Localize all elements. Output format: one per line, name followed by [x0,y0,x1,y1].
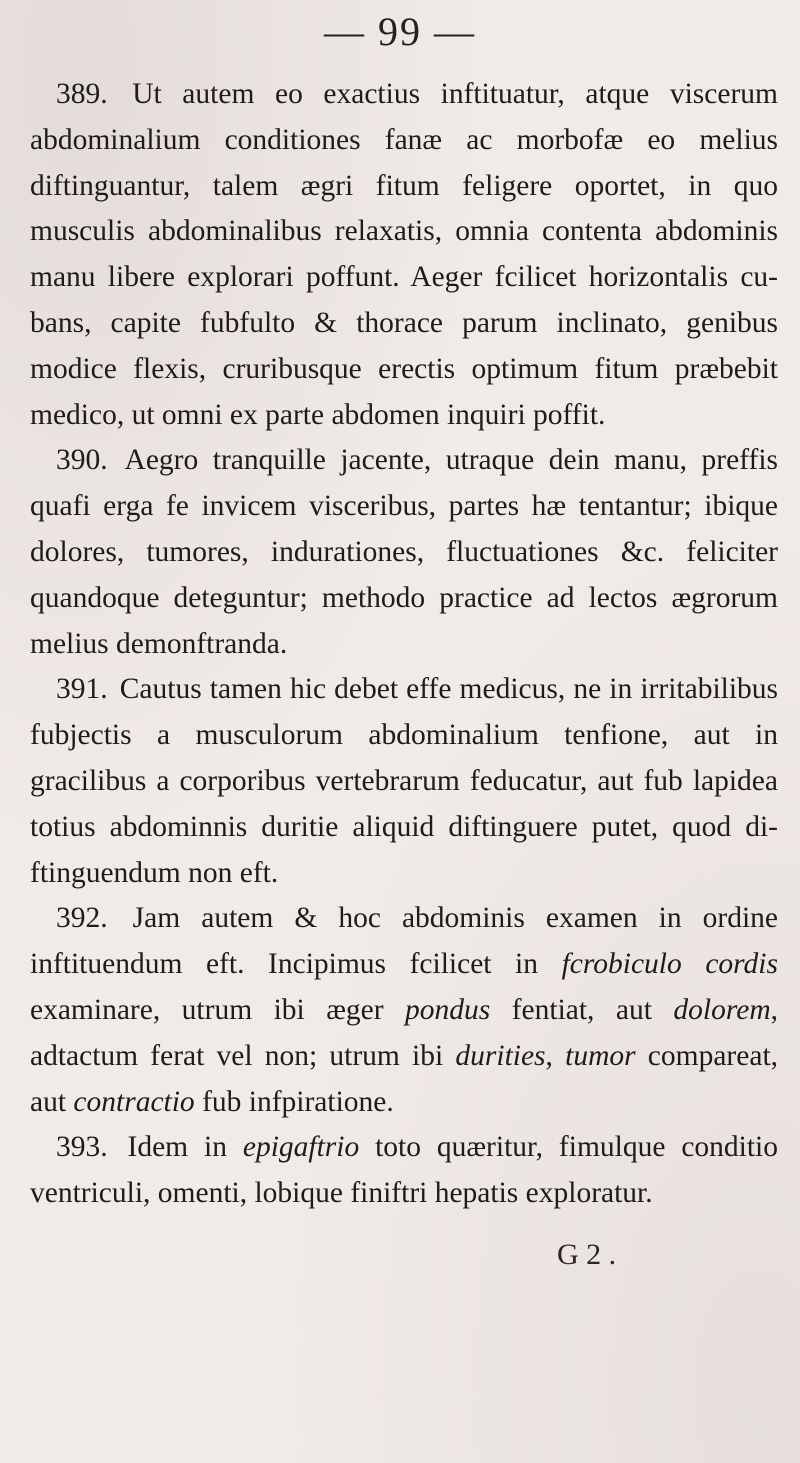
text-segment: examinare, utrum ibi æger [30,993,406,1026]
paragraph-389 [30,72,778,438]
paragraph-390 [30,438,778,667]
italic-term: epigaftrio [242,1131,360,1164]
italic-term: durities [455,1039,546,1072]
text-segment: , adtactum ferat vel non; utrum ibi [30,993,779,1072]
text-segment: , [545,1039,566,1072]
text-segment: Idem in [127,1131,243,1164]
text-segment: toto quæritur, fimulque conditio ventriculi, omenti, lobique finiftri hepatis exploratur. [30,1131,779,1210]
paragraph-number: 389. [56,78,108,110]
italic-term: fcrobiculo cordis [561,948,778,981]
paragraph-number: 393. [56,1131,108,1164]
italic-term: contractio [73,1085,195,1118]
text-segment: fentiat, aut [490,993,674,1026]
paragraph-number: 390. [56,444,108,477]
text-segment: fub infpiratione. [194,1085,394,1118]
paragraph-393 [30,1125,778,1217]
paragraph-391 [30,667,778,896]
signature-mark: G 2 . [557,1238,617,1271]
paragraph-392 [30,896,778,1125]
text-segment: Jam autem & hoc abdominis examen in ordine inftituendum eft. Incipimus fcilicet in [30,902,779,981]
text-segment: compareat, aut [30,1039,779,1118]
paragraph-number: 392. [56,902,108,935]
paragraph-number: 391. [56,673,108,706]
paragraph-text: Aegro tranquille jacente, utraque dein manu, preffis quafi erga fe invicem visceribus, partes hæ tentantur; ibique dolores, tumores, indurationes, fluctuationes &c. feliciter quandoque deteguntur; methodo practice ad lectos ægrorum melius demonftranda. [30,444,778,660]
page-number: — 99 — [324,9,476,54]
italic-term: pondus [405,993,491,1026]
paragraph-text: Ut autem eo exactius inftituatur, atque viscerum abdominalium conditiones fanæ ac morbofæ eo melius diftinguantur, talem ægri fitum feligere oportet, in quo musculis abdominalibus relaxatis, omnia contenta abdominis manu libere explorari poffunt. Aeger fcilicet horizontalis cubans, capite fubfulto & thorace parum inclinato, genibus modice flexis, cruribusque erectis optimum fitum præbebit medico, ut omni ex parte abdomen inquiri poffit. [30,78,778,431]
italic-term: tumor [565,1039,636,1072]
paragraph-text: Cautus tamen hic debet effe medicus, ne in irritabilibus fubjectis a musculorum abdominalium tenfione, aut in gracilibus a corporibus vertebrarum feducatur, aut fub lapidea totius abdominnis duritie aliquid diftinguere putet, quod diftinguendum non eft. [30,673,779,889]
italic-term: dolorem [673,993,771,1026]
page-body [30,72,778,1217]
